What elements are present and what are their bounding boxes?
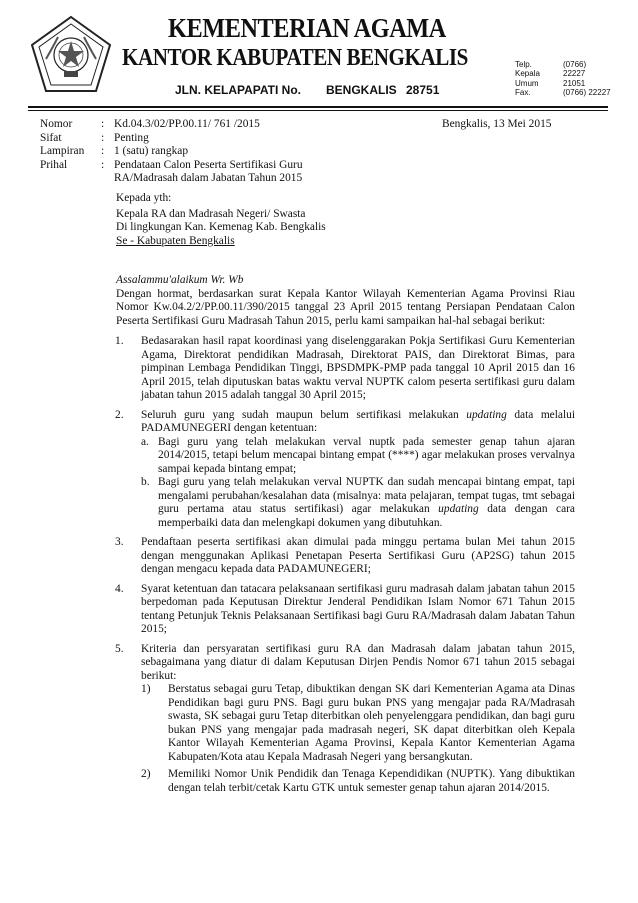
sub-item — [141, 768, 575, 795]
contact-value: 22227 — [563, 69, 586, 79]
contact-label: Kepala — [515, 69, 540, 79]
sub-letter: a. — [141, 435, 149, 448]
meta-label: Prihal — [40, 158, 68, 171]
office-title: KANTOR KABUPATEN BENGKALIS — [122, 44, 468, 71]
list-item — [115, 643, 575, 796]
sub-number: 1) — [141, 683, 151, 695]
contact-value: (0766) 22227 — [563, 87, 611, 97]
contact-value: 21051 — [563, 78, 586, 88]
meta-value: Penting — [114, 131, 149, 144]
contact-label: Telp. — [515, 60, 532, 69]
meta-row-lampiran — [40, 145, 303, 159]
meta-row-prihal — [40, 159, 303, 173]
list-item — [115, 335, 575, 403]
address-city: BENGKALIS — [326, 83, 397, 97]
list-number: 2. — [115, 408, 124, 421]
contact-row — [515, 88, 611, 97]
sub-letter: b. — [141, 476, 150, 488]
list-number: 3. — [115, 536, 124, 548]
letter-date: Bengkalis, 13 Mei 2015 — [442, 118, 552, 130]
sub-text: Memiliki Nomor Unik Pendidik dan Tenaga Kependidikan (NUPTK). Yang dibuktikan dengan telah terbit/cetak Kartu GTK untuk semester genap tahun ajaran 2014/2015. — [168, 768, 575, 794]
list-text: Pendaftaan peserta sertifikasi akan dimulai pada minggu pertama bulan Mei tahun 2015 dengan menggunakan Aplikasi Penetapan Peserta Sertifikasi Guru (AP2SG) tahun 2015 dengan mengacu kepada data PADAMUNEGERI; — [141, 536, 575, 575]
sub-item — [141, 436, 575, 477]
header-rule-thick — [28, 106, 608, 108]
meta-row-sifat — [40, 132, 303, 146]
sub-text: Bagi guru yang telah melakukan verval NUPTK dan sudah mencapai bintang empat, tapi mengalami perubahan/kesalahan data (misalnya: mata pelajaran, tempat tugas, tmt sebagai guru pertama atau status sertifikasi) agar melakukan — [158, 476, 575, 515]
sub-text-emphasis: updating — [438, 503, 479, 515]
ministry-title: KEMENTERIAN AGAMA — [168, 13, 446, 43]
letter-meta — [40, 118, 303, 186]
meta-label: Nomor — [40, 118, 73, 130]
recipient-greeting: Kepada yth: — [116, 192, 172, 204]
meta-value: 1 (satu) rangkap — [114, 145, 189, 157]
sub-item — [141, 476, 575, 530]
meta-sep: : — [101, 145, 105, 157]
sub-number: 2) — [141, 768, 151, 780]
list-number: 4. — [115, 582, 124, 595]
recipient-region: Se - Kabupaten Bengkalis — [116, 234, 235, 247]
recipient-scope: Di lingkungan Kan. Kemenag Kab. Bengkalis — [116, 221, 326, 233]
address-street: JLN. KELAPAPATI No. — [175, 83, 301, 97]
address-postcode: 28751 — [406, 83, 440, 97]
list-text: Kriteria dan persyaratan sertifikasi guru RA dan Madrasah dalam jabatan tahun 2015, sebagaimana yang diatur di dalam Keputusan Dirjen Pendis Nomor 671 tahun 2015 sebagai berikut: — [141, 642, 575, 682]
meta-label: Lampiran — [40, 145, 85, 157]
meta-value: Pendataan Calon Peserta Sertifikasi Guru — [114, 158, 303, 171]
contact-label: Fax. — [515, 87, 531, 97]
list-text: Syarat ketentuan dan tatacara pelaksanaan sertifikasi guru madrasah dalam jabatan tahun 2015 berpedoman pada Keputusan Direktur Jenderal Pendidikan Islam Nomor 671 Tahun 2015 tentang Petunjuk Teknis Pelaksanaan Sertifikasi bagi Guru RA/Madrasah dalam Jabatan Tahun 2015; — [141, 582, 575, 635]
list-text: Seluruh guru yang sudah maupun belum sertifikasi melakukan — [141, 408, 459, 421]
contact-row — [515, 60, 611, 69]
list-text: Bedasarakan hasil rapat koordinasi yang diselenggarakan Pokja Sertifikasi Guru Kementerian Agama, Direktorat pendidikan Madrasah, Direktorat PAIS, dan Direktorat Bimas, para pimpinan Lembaga Pendidikan Tinggi, BPSDMPK-PMP pada tanggal 10 April 2015 dan 16 April 2015, telah diputuskan batas waktu verval NUPTK calom peserta sertifikasi guru dalam jabatan tahun 2015 adalah tanggal 30 April 2015; — [141, 335, 575, 401]
letter-body — [116, 274, 575, 801]
list-item — [115, 409, 575, 531]
meta-row-nomor — [40, 118, 303, 132]
contact-value: (0766) — [563, 60, 587, 69]
meta-sep: : — [101, 118, 105, 130]
list-text: data melalui PADAMUNEGERI dengan ketentuan: — [141, 408, 575, 434]
list-text-emphasis: updating — [466, 408, 507, 421]
meta-sep: : — [101, 158, 105, 171]
list-item — [115, 583, 575, 637]
sub-item — [141, 683, 575, 764]
meta-value: RA/Madrasah dalam Jabatan Tahun 2015 — [114, 172, 303, 184]
numbered-list — [115, 335, 575, 795]
contact-label: Umum — [515, 78, 539, 88]
list-number: 5. — [115, 642, 124, 655]
meta-sep: : — [101, 131, 105, 144]
recipient-block — [116, 192, 326, 248]
header-rule-thin — [28, 110, 608, 111]
list-item — [115, 536, 575, 577]
sub-text: data dengan cara memperbaiki data dan melengkapi dokumen yang dibutuhkan. — [158, 503, 575, 529]
meta-row-prihal-cont — [40, 172, 303, 186]
contact-table — [515, 60, 611, 97]
intro-paragraph: Dengan hormat, berdasarkan surat Kepala Kantor Wilayah Kementerian Agama Provinsi Riau Nomor Kw.04.2/2/PP.00.11/390/2015 tanggal 23 April 2015 tentang Persiapan Pendataan Calon Peserta Sertifikasi Guru Madrasah Tahun 2015, perlu kami sampaikan hal-hal sebagai berikut: — [116, 287, 575, 327]
contact-row — [515, 69, 611, 78]
meta-label: Sifat — [40, 131, 62, 144]
salutation: Assalammu'alaikum Wr. Wb — [116, 274, 244, 286]
recipient-name: Kepala RA dan Madrasah Negeri/ Swasta — [116, 207, 306, 220]
sub-text: Berstatus sebagai guru Tetap, dibuktikan dengan SK dari Kementerian Agama ata Dinas Pendidikan bagi guru PNS. Bagi guru bukan PNS yang mengajar pada RA/Madrasah swasta, SK sebagai guru Tetap diterbitkan oleh penyelenggara pendidikan, dan bagi guru bukan PNS yang mengajar pada madrasah negeri, SK dapat diterbitkan oleh Kepala Kantor Wilayah Kementerian Agama Provinsi, Kepala Kantor Kementerian Agama Kabupaten/Kota atau Kepala Madrasah Negeri yang bersangkutan. — [168, 683, 575, 763]
contact-row — [515, 79, 611, 88]
meta-value: Kd.04.3/02/PP.00.11/ 761 /2015 — [114, 118, 260, 130]
sub-text: Bagi guru yang telah melakukan verval nuptk pada semester genap tahun ajaran 2014/2015, tetapi belum mencapai bintang empat (****) agar melakukan proses vervalnya sampai kepada bintang empat; — [158, 435, 575, 475]
list-number: 1. — [115, 335, 124, 347]
ministry-logo — [28, 15, 114, 95]
